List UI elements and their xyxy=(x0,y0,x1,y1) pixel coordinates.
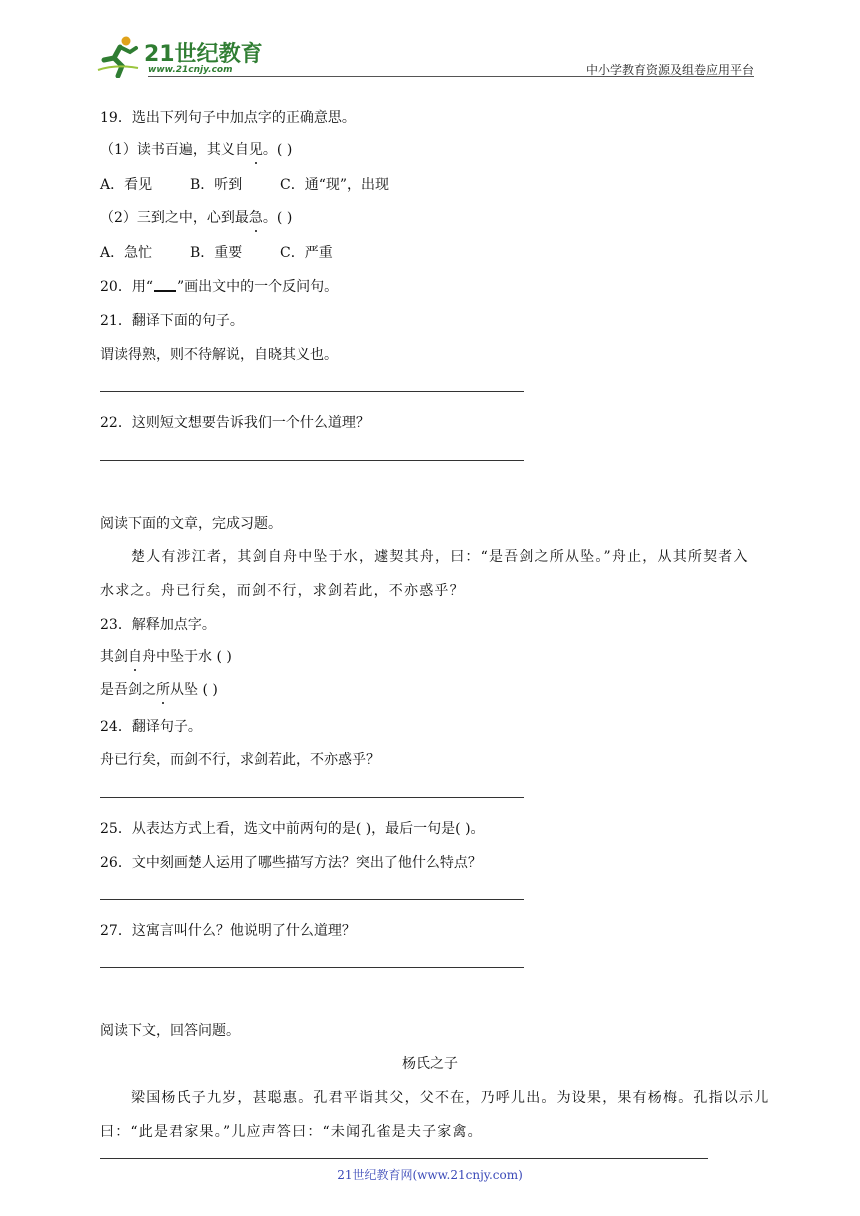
site-logo xyxy=(96,34,263,78)
q19-s2-dotted-char: 急 xyxy=(249,207,263,227)
q24-answer-line[interactable] xyxy=(100,797,524,798)
q26-answer-line[interactable] xyxy=(100,899,524,900)
section2-passage-line-2: 水求之。舟已行矣，而剑不行，求剑若此，不亦惑乎？ xyxy=(100,583,465,599)
q23-item-1 xyxy=(100,646,232,666)
q22-answer-line[interactable] xyxy=(100,460,524,461)
q23-item2-after: 从坠 ( ) xyxy=(170,682,218,698)
q19-sentence-2 xyxy=(100,207,292,227)
footer-divider xyxy=(100,1158,708,1159)
q19-s2-after: 。( ) xyxy=(262,210,293,226)
q19-s2-option-a: A．急忙 xyxy=(100,245,153,261)
section3-title: 杨氏之子 xyxy=(402,1056,458,1072)
q23-item2-dotted-char: 所 xyxy=(156,679,170,699)
q19-s2-option-b: B．重要 xyxy=(190,245,243,261)
header-platform-text: 中小学教育资源及组卷应用平台 xyxy=(585,63,754,77)
q19-s1-option-c: C．通“现”，出现 xyxy=(280,177,390,193)
q20-before: 20．用“ xyxy=(100,279,153,295)
footer-link[interactable]: 21世纪教育网(www.21cnjy.com) xyxy=(337,1168,523,1182)
q19-s1-dotted-char: 见 xyxy=(249,139,263,159)
q20-after: ”画出文中的一个反问句。 xyxy=(176,279,339,295)
header-divider xyxy=(148,76,754,77)
q19-s1-after: 。( ) xyxy=(262,142,293,158)
q24-sentence: 舟已行矣，而剑不行，求剑若此，不亦惑乎？ xyxy=(100,752,380,768)
section2-intro: 阅读下面的文章，完成习题。 xyxy=(100,516,282,532)
section3-intro: 阅读下文，回答问题。 xyxy=(100,1023,240,1039)
q19-s2-option-c: C．严重 xyxy=(280,245,333,261)
underline-sample xyxy=(154,278,176,292)
section3-passage-line-2: 曰：“此是君家果。”儿应声答曰：“未闻孔雀是夫子家禽。 xyxy=(100,1124,483,1140)
logo-url: www.21cnjy.com xyxy=(148,65,233,75)
q22-stem: 22．这则短文想要告诉我们一个什么道理？ xyxy=(100,415,370,431)
q19-sentence-1 xyxy=(100,139,292,159)
q23-stem: 23．解释加点字。 xyxy=(100,617,216,633)
runner-logo-icon xyxy=(96,34,140,78)
q21-answer-line[interactable] xyxy=(100,391,524,392)
q27-stem: 27．这寓言叫什么？他说明了什么道理？ xyxy=(100,923,356,939)
q23-item1-after: 舟中坠于水 ( ) xyxy=(142,649,232,665)
q24-stem: 24．翻译句子。 xyxy=(100,719,202,735)
logo-text: 21世纪教育 xyxy=(144,42,263,67)
q19-s1-option-a: A．看见 xyxy=(100,177,153,193)
q23-item1-before: 其剑 xyxy=(100,649,128,665)
q21-sentence: 谓读得熟，则不待解说，自晓其义也。 xyxy=(100,347,338,363)
q19-stem: 19．选出下列句子中加点字的正确意思。 xyxy=(100,110,356,126)
q23-item-2 xyxy=(100,679,218,699)
section2-passage-line-1: 楚人有涉江者，其剑自舟中坠于水，遽契其舟，曰：“是吾剑之所从坠。”舟止，从其所契者入 xyxy=(131,549,749,565)
section3-passage-line-1: 梁国杨氏子九岁，甚聪惠。孔君平诣其父，父不在，乃呼儿出。为设果，果有杨梅。孔指以示儿 xyxy=(131,1090,770,1106)
q27-answer-line[interactable] xyxy=(100,967,524,968)
q19-s2-before: （2）三到之中，心到最 xyxy=(100,210,249,226)
q23-item1-dotted-char: 自 xyxy=(128,646,142,666)
q19-s1-before: （1）读书百遍，其义自 xyxy=(100,142,249,158)
q23-item2-before: 是吾剑之 xyxy=(100,682,156,698)
q26-stem: 26．文中刻画楚人运用了哪些描写方法？突出了他什么特点？ xyxy=(100,855,482,871)
q25-stem: 25．从表达方式上看，选文中前两句的是( )，最后一句是( )。 xyxy=(100,821,485,837)
q19-s1-option-b: B．听到 xyxy=(190,177,243,193)
q20-stem xyxy=(100,276,338,296)
q21-stem: 21．翻译下面的句子。 xyxy=(100,313,244,329)
